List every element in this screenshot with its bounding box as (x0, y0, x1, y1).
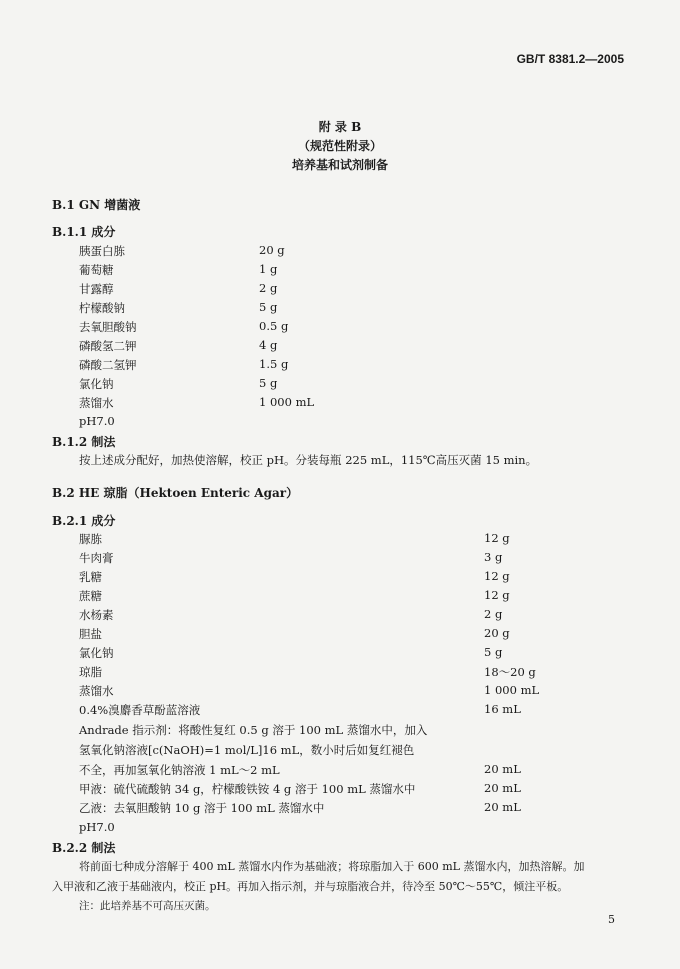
andrade-line-2: 氢氧化钠溶液[c(NaOH)=1 mol/L]16 mL，数小时后如复红褪色 (79, 743, 415, 757)
component-name: 去氧胆酸钠 (79, 320, 137, 334)
andrade-line-1: Andrade 指示剂：将酸性复红 0.5 g 溶于 100 mL 蒸馏水中，加入 (79, 723, 428, 737)
component-name: 0.4%溴麝香草酚蓝溶液 (79, 703, 201, 717)
component-name: 葡萄糖 (79, 263, 114, 277)
component-amount: 20 g (484, 626, 510, 640)
component-name: 柠檬酸钠 (79, 301, 125, 315)
b1-ph: pH7.0 (79, 414, 115, 428)
b1-method-text: 按上述成分配好，加热使溶解，校正 pH。分装每瓶 225 mL，115℃高压灭菌 15 min。 (79, 453, 538, 467)
component-name: 胆盐 (79, 627, 102, 641)
andrade-amount: 20 mL (484, 762, 521, 776)
component-name: 磷酸二氢钾 (79, 358, 137, 372)
solution-a-amount: 20 mL (484, 781, 521, 795)
b2-method-line-2: 入甲液和乙液于基础液内，校正 pH。再加入指示剂，并与琼脂液合并，待冷至 50℃～55℃，倾注平板。 (52, 880, 569, 893)
component-name: 蔗糖 (79, 589, 102, 603)
standard-code: GB/T 8381.2—2005 (516, 52, 624, 66)
component-name: 牛肉膏 (79, 551, 114, 565)
component-name: 脲胨 (79, 532, 102, 546)
appendix-heading: 培养基和试剂制备 (291, 158, 388, 172)
component-name: 甘露醇 (79, 282, 114, 296)
page-number: 5 (608, 913, 615, 926)
section-b12-heading: B.1.2 制法 (52, 435, 116, 449)
component-amount: 12 g (484, 588, 510, 602)
section-b2-heading: B.2 HE 琼脂（Hektoen Enteric Agar） (52, 486, 299, 500)
component-amount: 12 g (484, 531, 510, 545)
component-name: 琼脂 (79, 665, 102, 679)
component-amount: 4 g (259, 338, 278, 352)
component-amount: 2 g (484, 607, 503, 621)
component-amount: 1 000 mL (484, 683, 540, 697)
component-amount: 1 000 mL (259, 395, 315, 409)
component-amount: 5 g (259, 300, 278, 314)
component-amount: 1 g (259, 262, 278, 276)
component-amount: 18～20 g (484, 665, 536, 679)
appendix-title: 附 录 B (318, 120, 362, 134)
solution-b: 乙液：去氧胆酸钠 10 g 溶于 100 mL 蒸馏水中 (79, 801, 325, 815)
section-b21-heading: B.2.1 成分 (52, 514, 116, 528)
component-amount: 12 g (484, 569, 510, 583)
component-name: 蒸馏水 (79, 684, 114, 698)
andrade-line-3: 不全，再加氢氧化钠溶液 1 mL～2 mL (79, 763, 280, 777)
component-name: 胰蛋白胨 (79, 244, 125, 258)
component-amount: 3 g (484, 550, 503, 564)
component-name: 磷酸氢二钾 (79, 339, 137, 353)
component-amount: 5 g (259, 376, 278, 390)
b2-method-line-1: 将前面七种成分溶解于 400 mL 蒸馏水内作为基础液；将琼脂加入于 600 mL 蒸馏水内，加热溶解。加 (79, 860, 585, 873)
component-name: 氯化钠 (79, 377, 114, 391)
component-amount: 0.5 g (259, 319, 289, 333)
solution-a: 甲液：硫代硫酸钠 34 g，柠檬酸铁铵 4 g 溶于 100 mL 蒸馏水中 (79, 782, 416, 796)
component-name: 水杨素 (79, 608, 114, 622)
component-amount: 20 g (259, 243, 285, 257)
component-name: 乳糖 (79, 570, 102, 584)
b2-ph: pH7.0 (79, 820, 115, 834)
section-b1-heading: B.1 GN 增菌液 (52, 198, 141, 212)
component-amount: 1.5 g (259, 357, 289, 371)
component-name: 氯化钠 (79, 646, 114, 660)
solution-b-amount: 20 mL (484, 800, 521, 814)
component-name: 蒸馏水 (79, 396, 114, 410)
section-b11-heading: B.1.1 成分 (52, 225, 116, 239)
component-amount: 5 g (484, 645, 503, 659)
component-amount: 16 mL (484, 702, 521, 716)
b2-note: 注：此培养基不可高压灭菌。 (79, 900, 216, 912)
component-amount: 2 g (259, 281, 278, 295)
appendix-subtitle: （规范性附录） (297, 139, 382, 153)
section-b22-heading: B.2.2 制法 (52, 841, 116, 855)
